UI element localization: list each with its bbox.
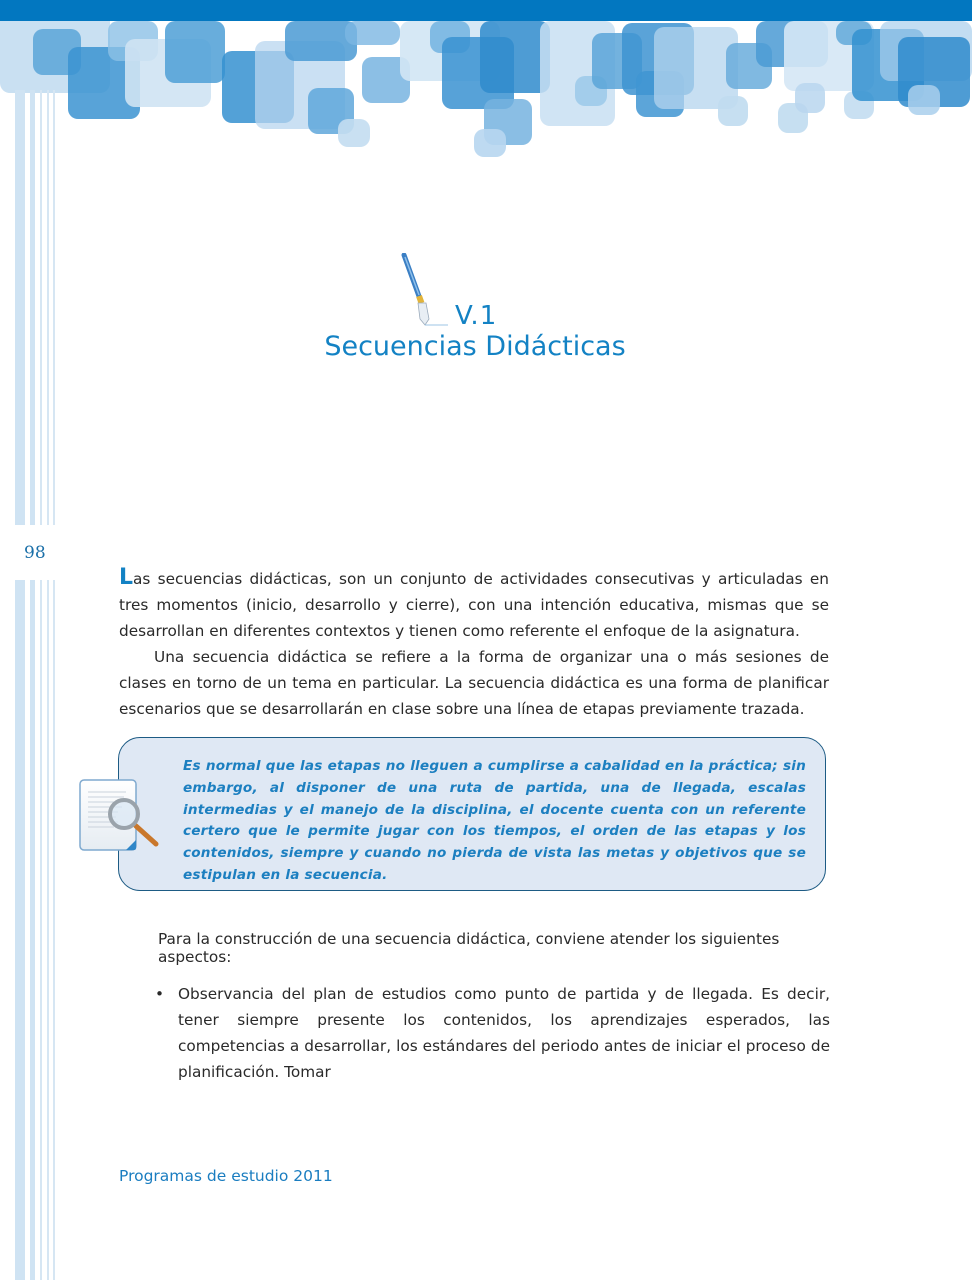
left-margin-stripes [0,90,60,1280]
callout-box [118,737,826,891]
intro-text [119,565,829,722]
drop-cap: L [119,565,134,590]
document-magnifier-icon [78,778,162,854]
callout-text: Es normal que las etapas no lleguen a cumplirse a cabalidad en la práctica; sin embargo, al disponer de una ruta de partida, una de llegada, escalas intermedias y el manejo de la disciplina, el docente cuenta con un referente certero que le permite jugar con los tiempos, el orden de las etapas y los contenidos, siempre y cuando no pierda de vista las metas y objetivos que se estipulan en la secuencia. [183,758,806,883]
section-number: V.1 [455,301,498,331]
footer-publication-title: Programas de estudio 2011 [119,1167,333,1185]
page-title: Secuencias Didácticas [324,331,626,362]
bullet-icon: • [155,985,165,1003]
header-decoration [0,21,972,166]
header-bar [0,0,972,21]
pen-icon [400,253,452,329]
paragraph-2: Una secuencia didáctica se refiere a la forma de organizar una o más sesiones de clases en torno de un tema en particular. La secuencia didáctica es una forma de planificar escenarios que se desarrollarán en clase sobre una línea de etapas previamente trazada. [119,648,829,718]
page-number: 98 [24,543,46,563]
list-item-text: Observancia del plan de estudios como punto de partida y de llegada. Es decir, tener siempre presente los contenidos, los aprendizajes esperados, las competencias a desarrollar, los estándares del periodo antes de iniciar el proceso de planificación. Tomar [178,985,830,1081]
paragraph-1 [119,565,829,644]
list-item [155,981,830,1085]
paragraph-1-text: as secuencias didácticas, son un conjunto de actividades consecutivas y articuladas en tres momentos (inicio, desarrollo y cierre), con una intención educativa, mismas que se desarrollan en diferentes contextos y tienen como referente el enfoque de la asignatura. [119,570,829,640]
aspects-intro: Para la construcción de una secuencia didáctica, conviene atender los siguientes aspectos: [158,930,780,966]
aspects-list [155,981,830,1085]
